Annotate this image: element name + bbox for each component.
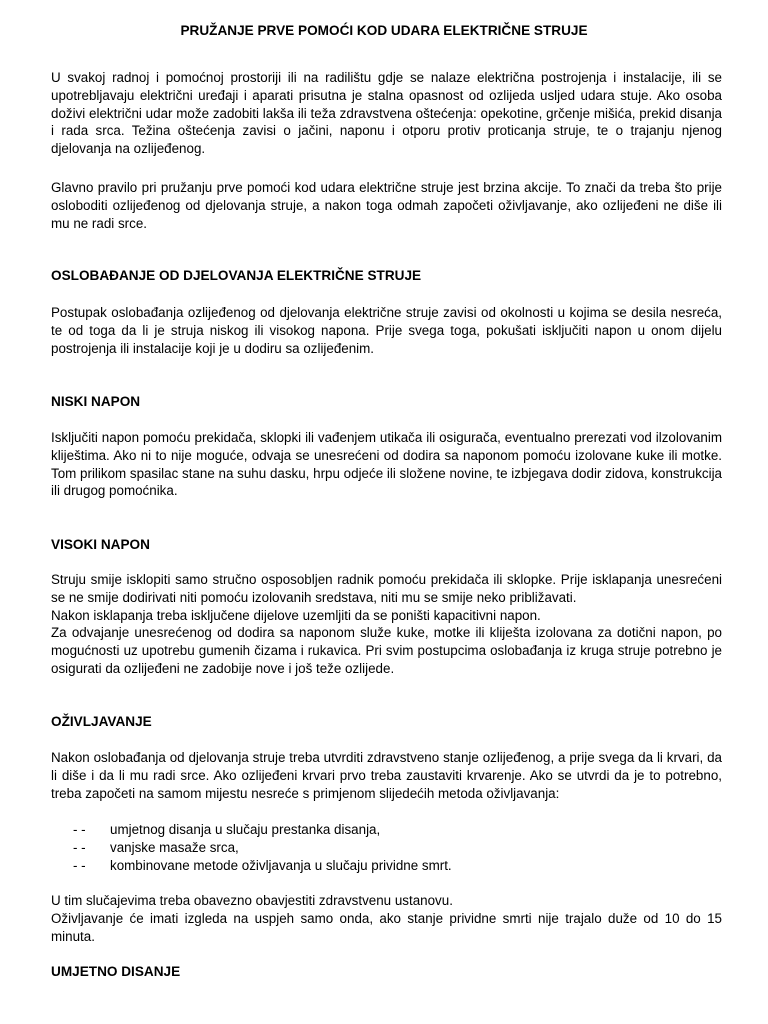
list-item-text: umjetnog disanja u slučaju prestanka disanja, (110, 822, 381, 837)
section-ozivljavanje-paragraph: Nakon oslobađanja od djelovanja struje treba utvrditi zdravstveno stanje ozlijeđenog, a prije svega da li krvari, da li diše i da li mu radi srce. Ako ozlijeđeni krvari prvo treba zaustaviti krvarenje. Ako se utvrdi da je to potrebno, treba započeti na samom mijestu nesreće s primjenom slijedećih metoda oživljavanja: (51, 750, 722, 801)
section-oslobadjanje-paragraph: Postupak oslobađanja ozlijeđenog od djelovanja električne struje zavisi od okolnosti u kojima se desila nesreća, te od toga da li je struja niskog ili visokog napona. Prije svega toga, pokušati isključiti napon u onom dijelu postrojenja ili instalacije koji je u dodiru sa ozlijeđenim. (51, 305, 722, 356)
section-heading-ozivljavanje: OŽIVLJAVANJE (51, 714, 152, 729)
list-marker: - - (73, 840, 86, 855)
section-visoki-napon-paragraph-1: Struju smije isklopiti samo stručno osposobljen radnik pomoću prekidača ili sklopke. Prije isklapanja unesrećeni se ne smije dodirivati niti pomoću izolovanih sredstava, niti mu se smije neko približavati. (51, 572, 722, 605)
list-item (51, 821, 722, 839)
list-item (51, 839, 722, 857)
page-title: PRUŽANJE PRVE POMOĆI KOD UDARA ELEKTRIČNE STRUJE (180, 23, 588, 38)
section-visoki-napon-paragraph-3: Za odvajanje unesrećenog od dodira sa naponom služe kuke, motke ili kliješta izolovana za dotični napon, po mogućnosti uz upotrebu gumenih čizama i rukavica. Pri svim postupcima oslobađanja iz kruga struje potrebno je osigurati da ozlijeđeni ne zadobije nove i još teže ozlijede. (51, 625, 722, 676)
section-heading-oslobadjanje: OSLOBAĐANJE OD DJELOVANJA ELEKTRIČNE STRUJE (51, 268, 422, 283)
list-item-text: kombinovane metode oživljavanja u slučaju prividne smrt. (110, 858, 452, 873)
section-ozivljavanje-closing (51, 892, 722, 945)
list-item (51, 857, 722, 875)
section-ozivljavanje-paragraph-2: U tim slučajevima treba obavezno obavjestiti zdravstvenu ustanovu. (51, 893, 453, 908)
list-marker: - - (73, 822, 86, 837)
section-niski-napon-paragraph: Isključiti napon pomoću prekidača, sklopki ili vađenjem utikača ili osigurača, eventualno prerezati vod ilzolovanim kliještima. Ako ni to nije moguće, odvaja se unesrećeni od dodira sa naponom pomoću izolovane kuke ili motke. Tom prilikom spasilac stane na suhu dasku, hrpu odjeće ili složene novine, te izbjegava dodir zidova, konstrukcija ili drugog pomoćnika. (51, 430, 722, 499)
section-heading-niski-napon: NISKI NAPON (51, 394, 141, 409)
intro-paragraph-2: Glavno pravilo pri pružanju prve pomoći kod udara električne struje jest brzina akcije. To znači da treba što prije osloboditi ozlijeđenog od djelovanja struje, a nakon toga odmah započeti oživljavanje, ako ozlijeđeni ne diše ili mu ne radi srce. (51, 180, 722, 231)
section-visoki-napon-body (51, 571, 722, 678)
section-ozivljavanje-paragraph-3: Oživljavanje će imati izgleda na uspjeh samo onda, ako stanje prividne smrti nije trajalo duže od 10 do 15 minuta. (51, 910, 722, 944)
section-heading-visoki-napon: VISOKI NAPON (51, 537, 150, 552)
list-marker: - - (73, 858, 86, 873)
intro-paragraph-1: U svakoj radnoj i pomoćnoj prostoriji ili na radilištu gdje se nalaze električna postrojenja i instalacije, ili se upotrebljavaju električni uređaji i aparati prisutna je stalna opasnost od ozlijeda usljed udara stuje. Ako osoba doživi električni udar može zadobiti lakša ili teža zdravstvena oštećenja: opekotine, grčenje mišića, prekid disanja i rada srca. Težina oštećenja zavisi o jačini, naponu i otporu protiv proticanja struje, te o trajanju njenog djelovanja na ozlijeđenog. (51, 70, 722, 157)
ozivljavanje-methods-list (51, 821, 722, 875)
section-heading-umjetno-disanje: UMJETNO DISANJE (51, 964, 181, 979)
section-visoki-napon-paragraph-2: Nakon isklapanja treba isključene dijelove uzemljiti da se poništi kapacitivni napon. (51, 607, 541, 623)
list-item-text: vanjske masaže srca, (110, 840, 239, 855)
